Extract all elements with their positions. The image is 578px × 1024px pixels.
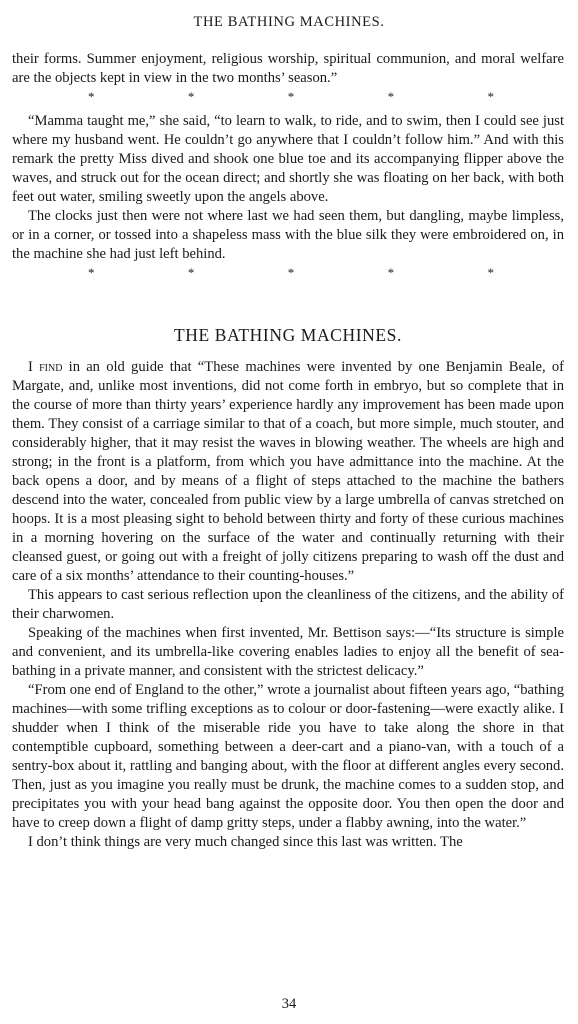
asterism	[12, 88, 564, 106]
paragraph	[12, 358, 564, 586]
running-head: THE BATHING MACHINES.	[193, 14, 385, 30]
paragraph: Speaking of the machines when first invented, Mr. Bettison says:—“Its structure is simple and convenient, and its umbrella-like covering enables ladies to enjoy all the benefit of sea-bathing in a private manner, and consistent with the strictest delicacy.”	[12, 625, 564, 679]
paragraph: I don’t think things are very much changed since this last was written. The	[28, 834, 463, 850]
paragraph-text: in an old guide that “These machines were invented by one Benjamin Beale, of Margate, and, unlike most inventions, did not come forth in embryo, but so complete that in the course of more than thirty years’ experience hardly any improvement has been made upon them. They consist of a carriage similar to that of a coach, but more simple, much stouter, and considerably higher, that it may resist the waves in blowing weather. The wheels are high and strong; in the front is a platform, from which you have admittance into the machine. At the back opens a door, and by means of a flight of steps attached to the machine the bathers descend into the water, concealed from public view by a large umbrella of canvas stretched on hoops. It is a most pleasing sight to behold between thirty and forty of these curious machines in a morning hovering on the surface of the water and continually returning with their cleansed guest, or going out with a freight of jolly citizens preparing to wash off the dust and care of a six months’ attendance to their counting-houses.”	[12, 359, 565, 584]
paragraph: The clocks just then were not where last we had seen them, but dangling, maybe limpless, or in a corner, or tossed into a shapeless mass with the blue silk they were embroidered on, in the machine she had just left behind.	[12, 208, 564, 262]
paragraph: their forms. Summer enjoyment, religious worship, spiritual communion, and moral welfare are the objects kept in view in the two months’ season.”	[12, 51, 564, 86]
asterisk: *	[187, 89, 195, 104]
asterisk: *	[387, 89, 395, 104]
asterisk: *	[387, 265, 395, 280]
body-text	[12, 50, 564, 852]
asterisk: *	[287, 265, 295, 280]
section-title: THE BATHING MACHINES.	[174, 325, 402, 345]
paragraph: “From one end of England to the other,” wrote a journalist about fifteen years ago, “bathing machines—with some trifling exceptions as to colour or door-fastening—were exactly alike. I shudder when I think of the miserable ride you have to take along the shore in that contemptible cupboard, something between a deer-cart and a piano-van, with a touch of a sentry-box about it, rattling and banging about, with the floor at different angles every second. Then, just as you imagine you really must be drunk, the machine comes to a sudden stop, and precipitates you with your head bang against the opposite door. You then open the door and have to creep down a flight of damp gritty steps, under a flabby awning, into the water.”	[12, 682, 564, 831]
asterism	[12, 264, 564, 282]
asterisk: *	[487, 265, 494, 280]
paragraph: This appears to cast serious reflection upon the cleanliness of the citizens, and the ability of their charwomen.	[12, 587, 564, 622]
page-number: 34	[281, 996, 297, 1012]
asterisk: *	[487, 89, 494, 104]
asterisk: *	[187, 265, 195, 280]
asterisk: *	[88, 89, 95, 104]
asterisk: *	[287, 89, 295, 104]
paragraph: “Mamma taught me,” she said, “to learn to walk, to ride, and to swim, then I could see just where my husband went. He couldn’t go anywhere that I couldn’t follow him.” And with this remark the pretty Miss dived and shook one blue toe and its accompanying flipper above the waves, and struck out for the ocean direct; and shortly she was floating on her back, with both feet out water, smiling sweetly upon the angels above.	[12, 113, 564, 205]
paragraph-lead: I find	[28, 359, 63, 375]
asterisk: *	[88, 265, 95, 280]
